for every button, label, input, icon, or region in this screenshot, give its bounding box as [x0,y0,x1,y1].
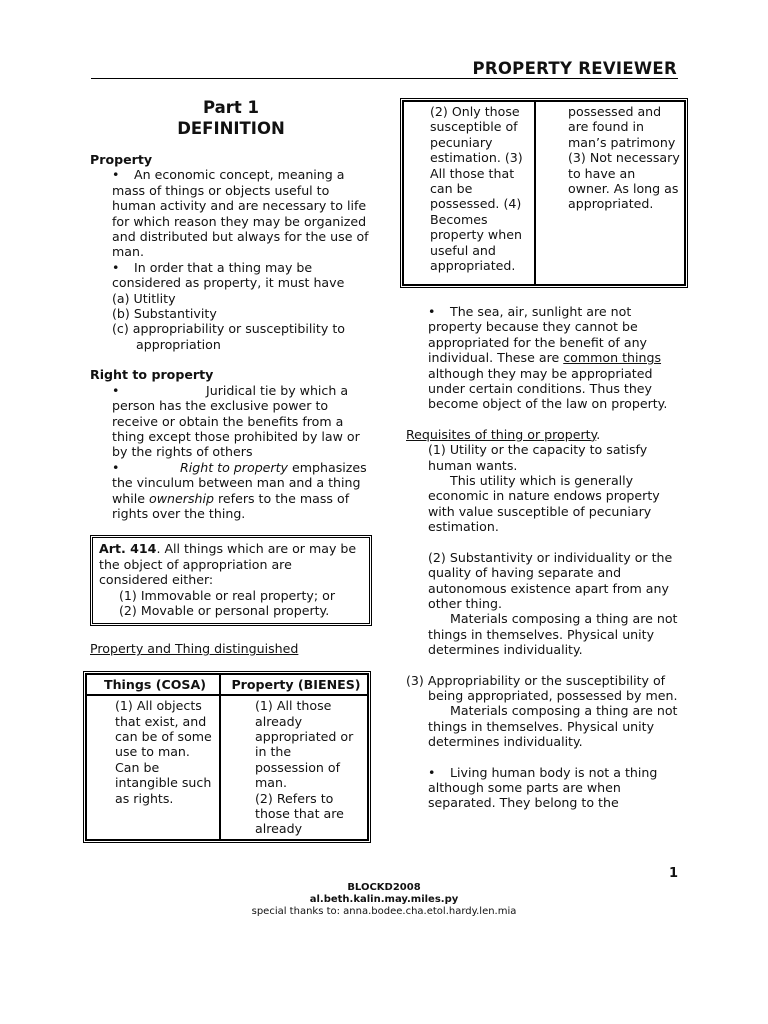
left-column [90,97,372,843]
footer-line-2: al.beth.kalin.may.miles.py [309,894,459,905]
property-heading: Property [90,152,153,167]
common-things-term: common things [563,350,662,366]
table-cell-things-2: (2) Only those susceptible of pecuniary estimation. (3) All those that can be possessed. (4) Becomes property when useful and appropriated. [403,101,535,285]
property-bullet-1 [90,167,372,259]
table-cell-things-1: (1) All objects that exist, and can be of some use to man. Can be intangible such as rights. [86,695,220,840]
part-number: Part 1 [202,98,260,117]
table-cell-text: (2) Refers to those that are already [255,790,344,837]
bullet-dot: • [428,304,436,319]
requisite-2: (2) Substantivity or individuality or the quality of having separate and autonomous existence apart from any other thing. [428,549,673,611]
bullet-dot: • [112,459,120,475]
bullet-dot: • [428,764,436,780]
living-body-text: Living human body is not a thing although some parts are when separated. They belong to the [428,764,658,811]
property-bullet-2-text: In order that a thing may be considered as property, it must have [112,259,345,291]
page-number: 1 [668,866,678,881]
table-cell-property-1 [220,695,368,840]
requisite-1-para: This utility which is generally economic in nature endows property with value susceptible of pecuniary estimation. [428,473,660,535]
property-bullet-2 [90,260,372,291]
footer-line-1: BLOCKD2008 [347,882,421,893]
requisites-heading-end: . [596,426,601,442]
living-body-bullet [406,765,688,811]
table-header-property: Property (BIENES) [220,674,368,695]
footer-line-3: special thanks to: anna.bodee.cha.etol.hardy.len.mia [251,906,517,917]
header-rule [91,78,678,79]
requisite-3-para: Materials composing a thing are not things in themselves. Physical unity determines individuality. [428,703,678,750]
requisite-2-para: Materials composing a thing are not things in themselves. Physical unity determines individuality. [428,611,678,658]
sea-text-end: although they may be appropriated under certain conditions. Thus they become object of the law on property. [428,365,668,412]
article-text [99,541,363,587]
right-bullet-1 [90,383,372,460]
right-bullet-1-text: Juridical tie by which a person has the exclusive power to receive or obtain the benefits from a thing except those prohibited by law or by the rights of others [112,382,360,460]
property-requisite-item: (b) Substantivity [112,306,217,322]
italic-term: Right to property [180,459,289,475]
article-item: (2) Movable or personal property. [119,602,330,618]
table-cell-text: (3) Not necessary to have an owner. As long as appropriated. [568,150,680,212]
requisites-heading [406,427,688,442]
article-label: Art. 414 [99,541,157,557]
article-body: . All things which are or may be the object of appropriation are considered either: [99,541,357,588]
sea-bullet [406,304,688,412]
distinguished-heading: Property and Thing distinguished [90,641,299,657]
right-bullet-2-mid: emphasizes the vinculum between man and a thing while [112,459,367,506]
comparison-table-part2 [400,98,688,288]
right-bullet-2-end: refers to the mass of rights over the thing. [112,490,350,521]
table-cell-text: possessed and are found in man’s patrimony [568,104,676,150]
property-requisite-item: (a) Utitlity [112,290,176,306]
right-bullet-2-text [112,460,372,522]
property-requisite-item: (c) appropriability or susceptibility to appropriation [112,321,345,352]
table-header-things: Things (COSA) [86,674,220,695]
right-bullet-2 [90,460,372,522]
table-cell-text: (1) All those already appropriated or in the possession of man. [255,698,354,791]
italic-term: ownership [149,490,214,506]
page-header-title: PROPERTY REVIEWER [472,59,677,78]
requisite-3: (3) Appropriability or the susceptibility of being appropriated, possessed by men. [406,672,678,703]
article-414-box [90,535,372,626]
right-column [406,98,688,811]
comparison-table-part1 [83,671,371,843]
bullet-dot: • [112,259,120,275]
right-to-property-heading: Right to property [90,367,214,383]
requisite-1: (1) Utility or the capacity to satisfy human wants. [428,442,648,473]
property-bullet-1-text: An economic concept, meaning a mass of things or objects useful to human activity and are necessary to life for which reason they may be organized and distributed but always for the use of man. [112,167,369,260]
bullet-dot: • [112,382,120,398]
sea-text: The sea, air, sunlight are not property because they cannot be appropriated for the benefit of any individual. These are [428,304,648,366]
requisites-heading-text: Requisites of thing or property [406,426,597,442]
part-title: DEFINITION [177,119,285,138]
table-cell-property-2 [535,101,685,285]
article-item: (1) Immovable or real property; or [119,587,336,603]
sea-bullet-text [428,304,688,412]
bullet-dot: • [112,167,120,183]
